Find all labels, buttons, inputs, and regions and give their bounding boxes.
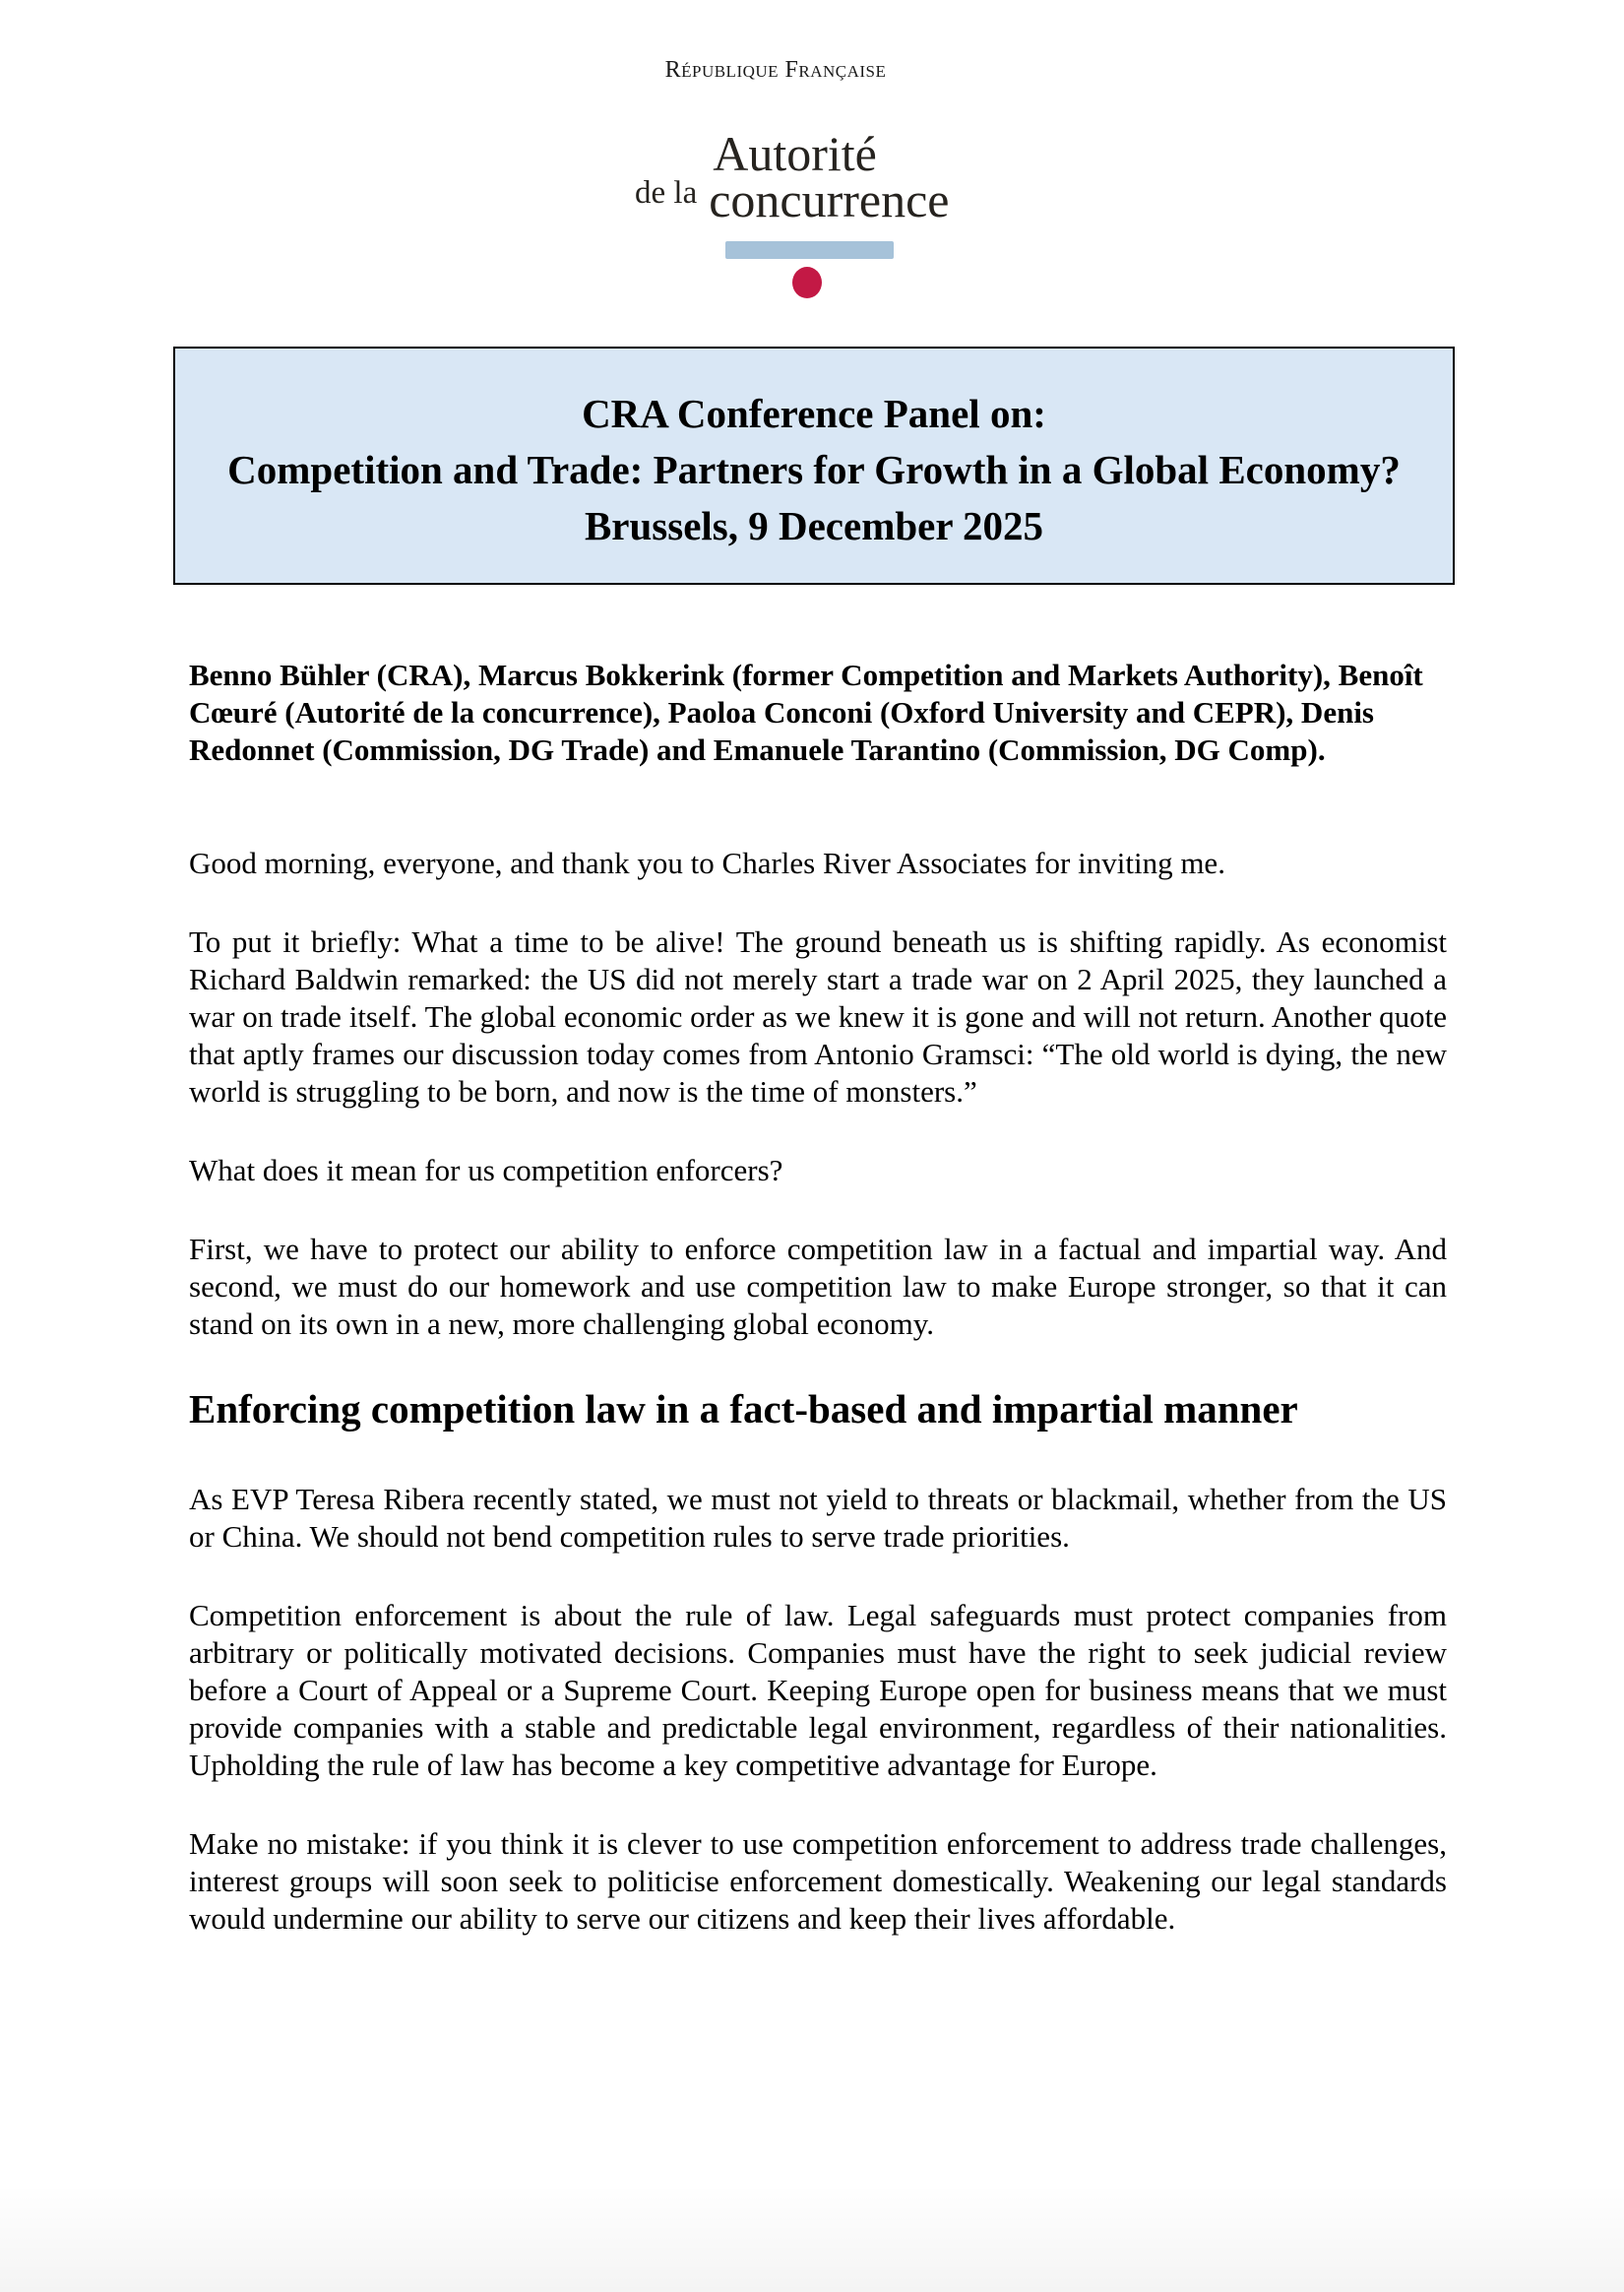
logo-stack — [709, 126, 950, 227]
paragraph: What does it mean for us competition enforcers? — [189, 1153, 783, 1187]
event-title-line-3: Brussels, 9 December 2025 — [584, 503, 1044, 548]
section-heading: Enforcing competition law in a fact-based and impartial manner — [189, 1386, 1298, 1432]
republique-francaise-text: République Française — [664, 57, 887, 83]
paragraph: Make no mistake: if you think it is clever to use competition enforcement to address trade challenges, interest groups will soon seek to politicise enforcement domestically. Weakening our legal standards would undermine our ability to serve our citizens and keep their lives affordable. — [189, 1826, 1447, 1936]
letterhead — [0, 0, 1624, 347]
event-title-line-2: Competition and Trade: Partners for Growth in a Global Economy? — [227, 447, 1401, 492]
logo-prefix-text: de la — [635, 175, 698, 211]
speech-body — [0, 657, 1624, 1938]
logo-blue-bar — [725, 241, 894, 259]
autorite-concurrence-logo — [635, 126, 950, 227]
event-title-line-1: CRA Conference Panel on: — [582, 391, 1046, 436]
panel-authors: Benno Bühler (CRA), Marcus Bokkerink (former Competition and Markets Authority), Benoît Cœuré (Autorité de la concurrence), Paoloa Conconi (Oxford University and CEPR), Denis Redonnet (Commission, DG Trade) and Emanuele Tarantino (Commission, DG Comp). — [189, 658, 1423, 767]
paragraph: Good morning, everyone, and thank you to Charles River Associates for inviting me. — [189, 846, 1225, 880]
event-title-box — [173, 347, 1455, 585]
page-edge-shadow — [0, 2184, 1624, 2292]
paragraph: As EVP Teresa Ribera recently stated, we must not yield to threats or blackmail, whether from the US or China. We should not bend competition rules to serve trade priorities. — [189, 1482, 1447, 1554]
paragraph: To put it briefly: What a time to be alive! The ground beneath us is shifting rapidly. As economist Richard Baldwin remarked: the US did not merely start a trade war on 2 April 2025, they launched a war on trade itself. The global economic order as we knew it is gone and will not return. Another quote that aptly frames our discussion today comes from Antonio Gramsci: “The old world is dying, the new world is struggling to be born, and now is the time of monsters.” — [189, 924, 1447, 1109]
paragraph: First, we have to protect our ability to enforce competition law in a factual and impartial way. And second, we must do our homework and use competition law to make Europe stronger, so that it can stand on its own in a new, more challenging global economy. — [189, 1232, 1447, 1341]
speech-content — [189, 845, 1447, 1938]
paragraph: Competition enforcement is about the rule of law. Legal safeguards must protect companies from arbitrary or politically motivated decisions. Companies must have the right to seek judicial review before a Court of Appeal or a Supreme Court. Keeping Europe open for business means that we must provide companies with a stable and predictable legal environment, regardless of their nationalities. Upholding the rule of law has become a key competitive advantage for Europe. — [189, 1598, 1447, 1782]
logo-line-concurrence: concurrence — [709, 172, 950, 227]
logo-red-dot — [792, 267, 822, 298]
logo-line-autorite: Autorité — [713, 126, 877, 181]
